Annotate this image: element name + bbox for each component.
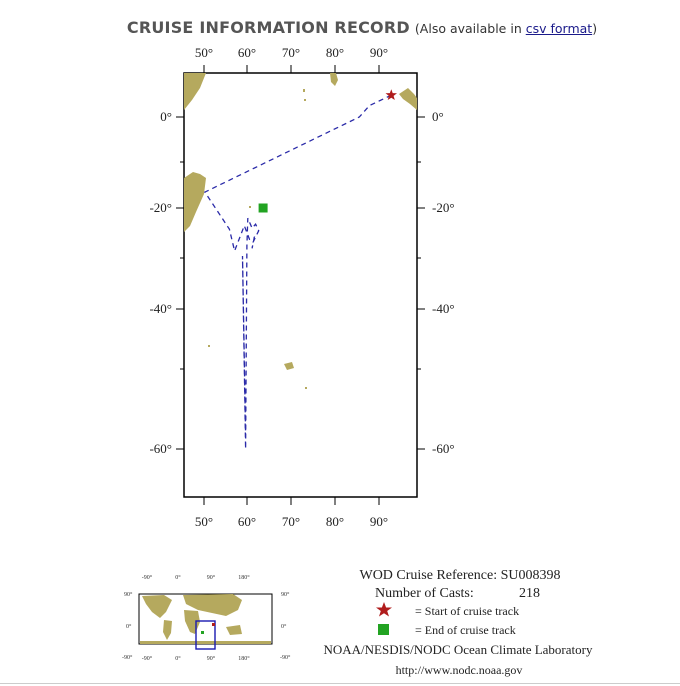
- minimap-lon-bottom: 90°: [206, 656, 216, 662]
- lon-label-top: 70°: [281, 45, 301, 60]
- land-crozet: [208, 345, 210, 347]
- nodc-url: http://www.nodc.noaa.gov: [395, 663, 523, 677]
- lat-label-left: -40°: [149, 301, 172, 316]
- minimap-lon-top: 180°: [238, 575, 250, 581]
- minimap-lat-left: -90°: [122, 655, 133, 661]
- wod-reference: WOD Cruise Reference: SU008398: [359, 568, 561, 583]
- lon-label-top: 60°: [237, 45, 257, 60]
- lon-label-bottom: 50°: [194, 514, 214, 529]
- land-mauritius: [249, 206, 251, 208]
- organization: NOAA/NESDIS/NODC Ocean Climate Laboratory: [323, 642, 593, 657]
- minimap-lon-bottom: -90°: [141, 656, 153, 662]
- lon-label-top: 50°: [194, 45, 214, 60]
- lon-label-top: 90°: [369, 45, 389, 60]
- minimap-lat-right: 0°: [281, 624, 287, 630]
- land-heard: [305, 387, 307, 389]
- minimap-antarctica: [140, 641, 271, 644]
- minimap-lat-right: 90°: [281, 592, 290, 598]
- lon-label-bottom: 90°: [369, 514, 389, 529]
- minimap-lon-top: -90°: [141, 575, 153, 581]
- minimap-lon-top: 0°: [175, 575, 181, 581]
- csv-format-link[interactable]: csv format: [525, 21, 593, 36]
- casts-label: Number of Casts:: [375, 586, 474, 601]
- minimap-lon-top: 90°: [206, 575, 216, 581]
- minimap-lat-right: -90°: [280, 655, 291, 661]
- minimap-lon-bottom: 180°: [238, 656, 250, 662]
- lat-label-right: -60°: [432, 441, 455, 456]
- csv-note: (Also available in csv format): [414, 21, 598, 36]
- divider: [0, 683, 680, 684]
- land-maldives-2: [304, 99, 306, 101]
- minimap-lat-left: 0°: [126, 624, 132, 630]
- casts-value: 218: [519, 586, 540, 601]
- cruise-title: CRUISE INFORMATION RECORD: [126, 18, 410, 37]
- land-maldives-1: [303, 89, 305, 92]
- minimap-end-marker: [201, 631, 204, 634]
- legend-start-text: = Start of cruise track: [415, 604, 520, 618]
- lon-label-bottom: 70°: [281, 514, 301, 529]
- lat-label-left: 0°: [160, 109, 172, 124]
- lat-label-left: -60°: [149, 441, 172, 456]
- lon-label-top: 80°: [325, 45, 345, 60]
- lat-label-left: -20°: [149, 200, 172, 215]
- lon-label-bottom: 60°: [237, 514, 257, 529]
- lat-label-right: -40°: [432, 301, 455, 316]
- lat-label-right: 0°: [432, 109, 444, 124]
- lon-label-bottom: 80°: [325, 514, 345, 529]
- legend: [324, 568, 593, 677]
- map-frame: [184, 73, 417, 497]
- world-minimap: [139, 594, 272, 649]
- legend-end-text: = End of cruise track: [415, 623, 516, 637]
- minimap-lon-bottom: 0°: [175, 656, 181, 662]
- minimap-start-marker: [212, 623, 215, 626]
- cruise-end-marker: [259, 204, 268, 213]
- lat-label-right: -20°: [432, 200, 455, 215]
- minimap-lat-left: 90°: [124, 592, 133, 598]
- legend-end-square-icon: [378, 624, 389, 635]
- legend-start-star-icon: [376, 602, 392, 617]
